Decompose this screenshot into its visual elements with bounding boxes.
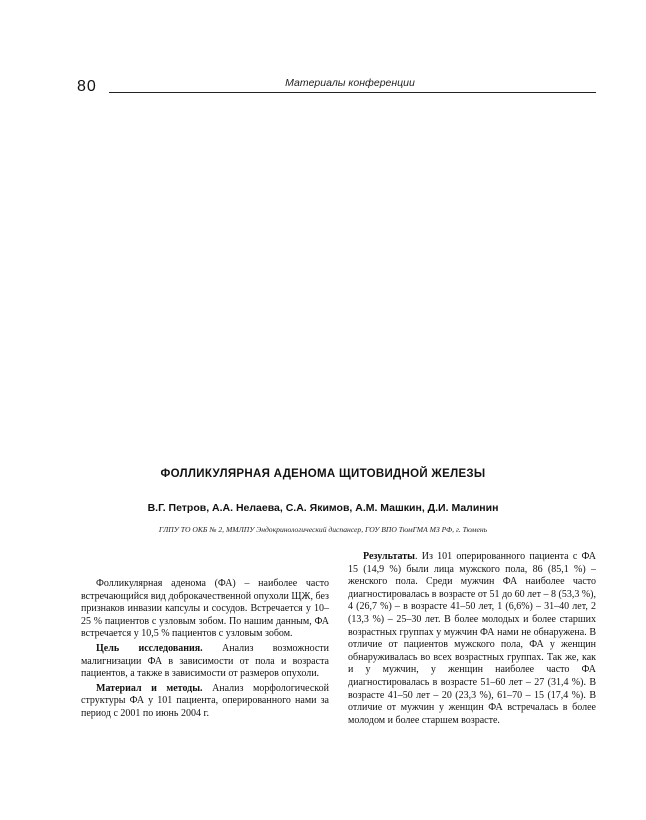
running-head: Материалы конференции — [285, 77, 415, 89]
article-affiliation: ГЛПУ ТО ОКБ № 2, ММЛПУ Эндокринологический диспансер, ГОУ ВПО ТюмГМА МЗ РФ, г. Тюмень — [158, 525, 488, 534]
header-rule — [109, 92, 596, 93]
article-authors: В.Г. Петров, А.А. Нелаева, С.А. Якимов, А.М. Машкин, Д.И. Малинин — [147, 502, 499, 514]
results-heading: Результаты — [363, 551, 415, 562]
methods-paragraph — [81, 683, 329, 721]
aim-paragraph — [81, 643, 329, 681]
aim-heading: Цель исследования. — [96, 642, 203, 654]
right-column — [348, 551, 596, 729]
results-paragraph — [348, 551, 596, 727]
article-title: ФОЛЛИКУЛЯРНАЯ АДЕНОМА ЩИТОВИДНОЙ ЖЕЛЕЗЫ — [160, 468, 486, 480]
methods-text: Анализ морфологической структуры ФА у 101 пациента, оперированного нами за период с 2001 по июнь 2004 г. — [81, 682, 330, 719]
page-number: 80 — [77, 78, 97, 95]
left-column — [81, 578, 329, 723]
results-text: . Из 101 оперированного пациента с ФА 15 (14,9 %) были лица мужского пола, 86 (85,1 %) – женского пола. Среди мужчин ФА наиболее часто диагностировалась в возрасте от 51 до 60 лет – 8 (53,3 %), 4 (26,7 %) – в возрасте 41–50 лет, 1 (6,6%) – 31–40 лет, 2 (13,3 %) – 25–30 лет. В более молодых и более старших возрастных группах у мужчин ФА нами не обнаружена. В отличие от пациентов мужского пола, ФА у женщин обнаруживалась во всех возрастных группах. Так же, как и у мужчин, у женщин наиболее часто ФА диагностировалась в возрасте 51–60 лет – 27 (31,4 %). В возрасте 41–50 лет – 20 (23,3 %), 61–70 – 15 (17,4 %). В отличие от мужчин у женщин ФА встречалась в более молодом и более старшем возрасте. — [348, 551, 596, 726]
intro-paragraph: Фолликулярная аденома (ФА) – наиболее часто встречающийся вид доброкачественной опухоли ЩЖ, без признаков инвазии капсулы и сосудов. Встречается у 10–25 % пациентов с узловым зобом. По нашим данным, ФА встречается у 10,5 % пациентов с узловым зобом. — [81, 578, 329, 640]
methods-heading: Материал и методы. — [96, 682, 203, 694]
aim-text: Анализ возможности малигнизации ФА в зависимости от пола и возраста пациентов, а также в зависимости от размеров опухоли. — [81, 642, 329, 680]
